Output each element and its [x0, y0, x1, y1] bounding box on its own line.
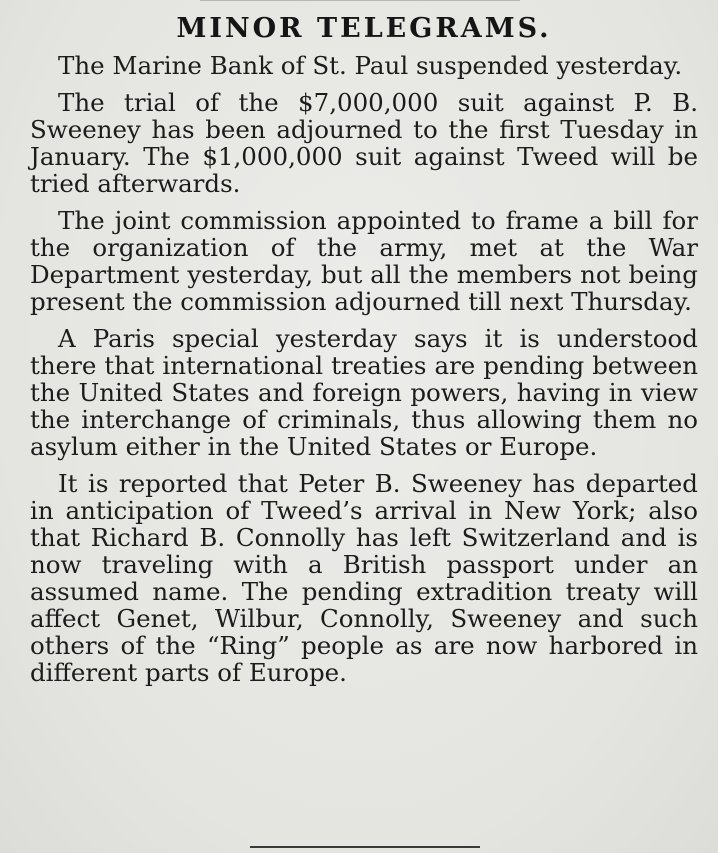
article-column [30, 0, 698, 686]
article-paragraph-ring-extradition: It is reported that Peter B. Sweeney has departed in anticipation of Tweed’s arrival in New York; also that Richard B. Connolly has left Switzerland and is now traveling with a British passport under an assumed name. The pending extradition treaty will affect Genet, Wilbur, Connolly, Sweeney and such others of the “Ring” people as are now harbored in different parts of Europe. [30, 469, 698, 687]
article-paragraph-joint-commission: The joint commission appointed to frame a bill for the organization of the army, met at the War Department yesterday, but all the members not being present the commission adjourned till next Thursday. [30, 206, 698, 316]
article-paragraph-sweeney-trial: The trial of the $7,000,000 suit against P. B. Sweeney has been adjourned to the first Tuesday in January. The $1,000,000 suit against Tweed will be tried afterwards. [30, 88, 698, 198]
bottom-divider-rule [250, 846, 480, 848]
article-paragraph-marine-bank: The Marine Bank of St. Paul suspended yesterday. [58, 51, 683, 80]
article-paragraph-paris-treaties: A Paris special yesterday says it is understood there that international treaties are pending between the United States and foreign powers, having in view the interchange of criminals, thus allowing them no asylum either in the United States or Europe. [30, 324, 698, 461]
article-headline: MINOR TELEGRAMS. [176, 13, 552, 44]
